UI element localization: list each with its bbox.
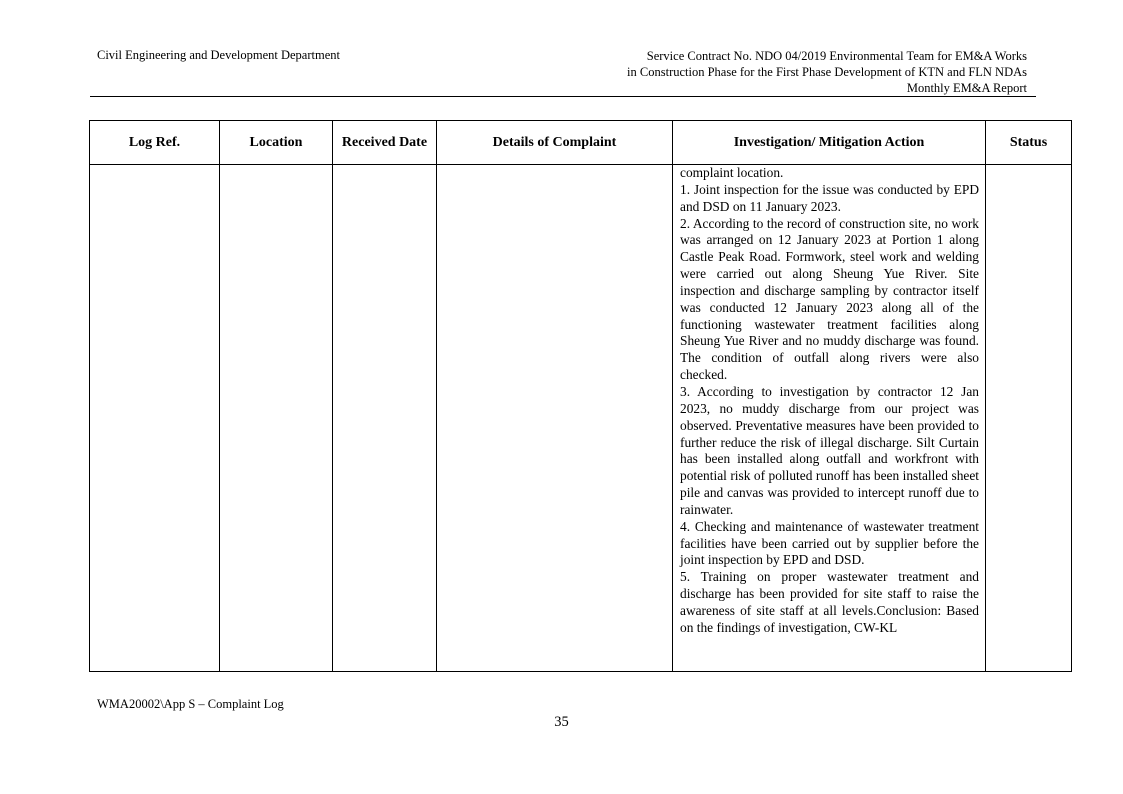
investigation-paragraph: 3. According to investigation by contractor 12 Jan 2023, no muddy discharge from our project was observed. Preventative measures have been provided to further reduce the risk of illegal discharge. Silt Curtain has been installed along outfall and workfront with potential risk of polluted runoff has been installed sheet pile and canvas was provided to intercept runoff due to rainwater. [680,383,979,517]
investigation-paragraph: 4. Checking and maintenance of wastewater treatment facilities have been carried out by supplier before the joint inspection by EPD and DSD. [680,518,979,568]
table-row [90,165,1072,672]
cell-location [220,165,333,672]
complaint-log-table [89,120,1072,672]
investigation-paragraph: complaint location. [680,165,784,180]
column-header-investigation: Investigation/ Mitigation Action [673,121,986,165]
header-contract-line-2: in Construction Phase for the First Phase Development of KTN and FLN NDAs [627,65,1027,79]
investigation-paragraph: 2. According to the record of construction site, no work was arranged on 12 January 2023 at Portion 1 along Castle Peak Road. Formwork, steel work and welding were carried out along Sheung Yue River. Site inspection and discharge sampling by contractor itself was conducted 12 January 2023 along all of the functioning wastewater treatment facilities along Sheung Yue River and no muddy discharge was found. The condition of outfall along rivers were also checked. [680,215,979,383]
column-header-received-date: Received Date [333,121,437,165]
column-header-log-ref: Log Ref. [90,121,220,165]
cell-received-date [333,165,437,672]
investigation-paragraph: 1. Joint inspection for the issue was conducted by EPD and DSD on 11 January 2023. [680,181,979,214]
header-report-title: Monthly EM&A Report [906,81,1027,95]
table-header-row [90,121,1072,165]
cell-status [986,165,1072,672]
column-header-details: Details of Complaint [437,121,673,165]
cell-details [437,165,673,672]
footer-document-ref: WMA20002\App S – Complaint Log [97,697,284,711]
header-department: Civil Engineering and Development Department [97,48,340,62]
investigation-paragraph: 5. Training on proper wastewater treatment and discharge has been provided for site staff to raise the awareness of site staff at all levels.Conclusion: Based on the findings of investigation, CW-KL [680,569,979,635]
cell-log-ref [90,165,220,672]
column-header-status: Status [986,121,1072,165]
header-contract-line-1: Service Contract No. NDO 04/2019 Environmental Team for EM&A Works [646,49,1027,63]
page-number: 35 [554,714,569,730]
column-header-location: Location [220,121,333,165]
cell-investigation [673,165,986,672]
header-contract-title [627,48,1027,96]
header-divider [90,96,1036,97]
